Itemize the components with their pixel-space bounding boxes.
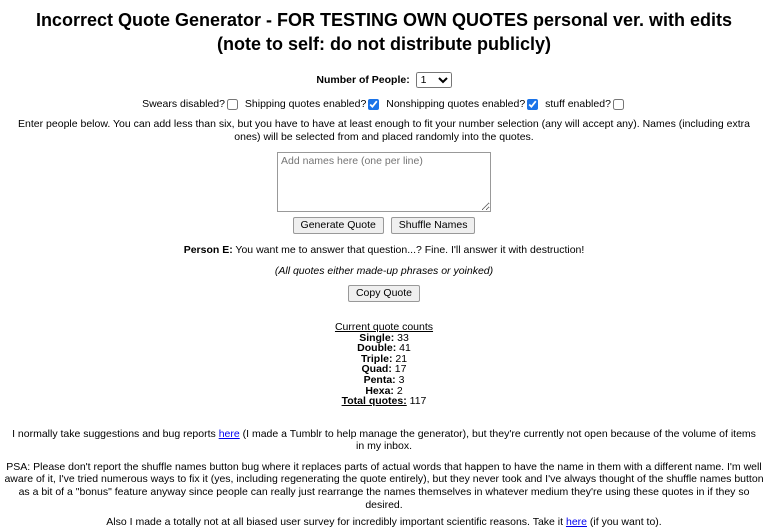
page	[0, 8, 768, 528]
shipping-quotes-option	[245, 98, 381, 110]
copy-row	[0, 285, 768, 302]
count-value: 21	[392, 352, 408, 365]
psa-text: PSA: Please don't report the shuffle names button bug where it replaces parts of actual words that happen to have the name in them with a different name. I'm well aware of it, I've tried numerous ways to fix it (yes, including regenerating the quote entirely), but they never took and I've always thought of the shuffle names button as a bit of a "bonus" feature anyway since people can really just rearrange the names themselves in whatever medium they're using these quotes in if they so desired.	[4, 460, 764, 511]
copy-quote-button[interactable]: Copy Quote	[348, 285, 420, 302]
suggestions-post: (I made a Tumblr to help manage the generator), but they're currently not open because of the volume of items in my inbox.	[239, 427, 756, 452]
quote-counts-heading: Current quote counts	[334, 321, 434, 333]
stuff-enabled-label: stuff enabled?	[545, 98, 611, 110]
shipping-quotes-checkbox[interactable]	[368, 99, 379, 110]
generated-quote	[0, 244, 768, 256]
suggestions-pre: I normally take suggestions and bug reports	[12, 427, 219, 440]
swears-disabled-checkbox[interactable]	[227, 99, 238, 110]
swears-disabled-option	[142, 98, 240, 110]
suggestions-here-link[interactable]: here	[218, 427, 240, 440]
count-label: Quad:	[361, 363, 392, 376]
number-of-people-row	[0, 72, 768, 88]
count-label: Single:	[359, 331, 395, 344]
survey-post: (if you want to).	[587, 516, 662, 528]
count-label: Hexa:	[365, 384, 394, 397]
quote-speaker: Person E:	[183, 244, 233, 256]
names-textarea[interactable]	[277, 152, 491, 212]
number-of-people-label: Number of People:	[316, 73, 410, 86]
options-row	[0, 98, 768, 110]
count-row-total	[0, 396, 768, 407]
count-value: 17	[391, 363, 407, 376]
nonshipping-quotes-checkbox[interactable]	[527, 99, 538, 110]
survey-text	[8, 516, 760, 528]
generate-quote-button[interactable]: Generate Quote	[293, 217, 384, 234]
page-title	[8, 8, 760, 56]
count-value: 2	[393, 384, 403, 397]
count-label: Triple:	[360, 352, 393, 365]
nonshipping-quotes-option	[386, 98, 540, 110]
suggestions-text	[8, 428, 760, 452]
action-buttons-row	[0, 217, 768, 234]
stuff-enabled-option	[545, 98, 626, 110]
count-label: Penta:	[363, 373, 396, 386]
quote-disclaimer: (All quotes either made-up phrases or yoinked)	[274, 265, 494, 277]
total-quotes-label: Total quotes:	[341, 395, 407, 408]
shuffle-names-button[interactable]: Shuffle Names	[391, 217, 476, 234]
total-quotes-value: 117	[406, 395, 427, 408]
stuff-enabled-checkbox[interactable]	[613, 99, 624, 110]
count-value: 3	[395, 373, 405, 386]
nonshipping-quotes-label: Nonshipping quotes enabled?	[386, 98, 526, 110]
names-input-row	[0, 152, 768, 215]
number-of-people-select[interactable]	[416, 72, 452, 88]
survey-here-link[interactable]: here	[565, 516, 587, 528]
swears-disabled-label: Swears disabled?	[142, 98, 225, 110]
page-title-line2: (note to self: do not distribute publicly)	[217, 34, 551, 54]
count-value: 41	[396, 342, 411, 355]
shipping-quotes-label: Shipping quotes enabled?	[244, 98, 367, 110]
quote-text: You want me to answer that question...? Fine. I'll answer it with destruction!	[232, 244, 585, 256]
count-label: Double:	[357, 342, 397, 355]
page-title-line1: Incorrect Quote Generator - FOR TESTING OWN QUOTES personal ver. with edits	[35, 10, 733, 30]
instructions-text: Enter people below. You can add less than six, but you have to have at least enough to fit your number selection (any will accept any). Names (including extra ones) will be selected from and placed randomly into the quotes.	[18, 118, 750, 143]
survey-pre: Also I made a totally not at all biased user survey for incredibly important scientific reasons. Take it	[106, 516, 566, 528]
quote-counts	[0, 322, 768, 407]
count-value: 33	[394, 331, 409, 344]
